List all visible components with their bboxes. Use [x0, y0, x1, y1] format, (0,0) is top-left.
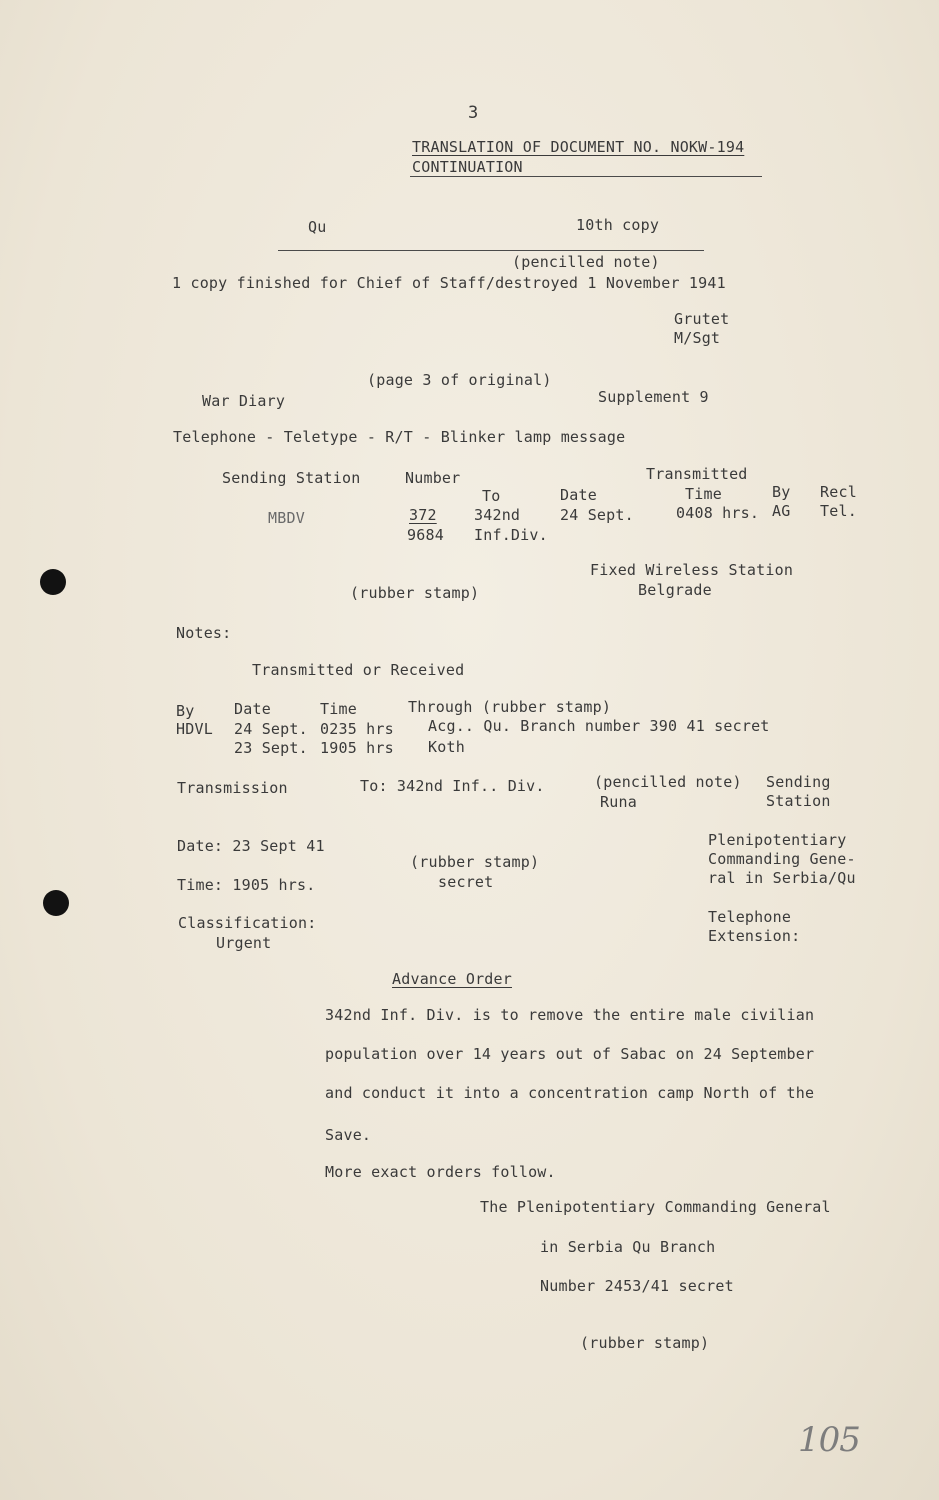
pencilled-rule	[278, 250, 704, 251]
notes-by-label: By	[176, 702, 195, 720]
header-continuation: CONTINUATION	[412, 158, 523, 176]
transmission-runa: Runa	[600, 793, 637, 811]
pleni-line2: Commanding Gene-	[708, 850, 856, 868]
to-value-2: Inf.Div.	[474, 526, 548, 544]
to-value-1: 342nd	[474, 506, 521, 524]
copy-label: 10th copy	[576, 216, 660, 234]
transmission-label: Transmission	[177, 779, 288, 797]
transmission-time: Time: 1905 hrs.	[177, 876, 316, 894]
station-value: MBDV	[268, 509, 305, 527]
page-number: 3	[468, 103, 479, 123]
time-value: 0408 hrs.	[676, 504, 760, 522]
supplement-label: Supplement 9	[598, 388, 709, 406]
signer-rank: M/Sgt	[674, 329, 721, 347]
transmission-date: Date: 23 Sept 41	[177, 837, 325, 855]
number-value-2: 9684	[407, 526, 444, 544]
classification-value: Urgent	[216, 934, 272, 952]
extension-label: Extension:	[708, 927, 801, 945]
order-line4: Save.	[325, 1126, 372, 1144]
transmission-to: To: 342nd Inf.. Div.	[360, 777, 545, 795]
transmitted-or-received: Transmitted or Received	[252, 661, 465, 679]
qu-label: Qu	[308, 218, 327, 236]
transmitted-label: Transmitted	[646, 465, 748, 483]
finished-line: 1 copy finished for Chief of Staff/destroyed 1 November 1941	[172, 274, 726, 292]
date-label: Date	[560, 486, 597, 504]
fixed-station-line1: Fixed Wireless Station	[590, 561, 794, 579]
number-label: Number	[405, 469, 461, 487]
fixed-station-line2: Belgrade	[638, 581, 712, 599]
pencilled-note: (pencilled note)	[512, 253, 660, 271]
by-value: AG	[772, 502, 791, 520]
date-value: 24 Sept.	[560, 506, 634, 524]
sending-station-2: Station	[766, 792, 831, 810]
sending-station-1: Sending	[766, 773, 831, 791]
sending-station-label: Sending Station	[222, 469, 361, 487]
time-label: Time	[685, 485, 722, 503]
message-type: Telephone - Teletype - R/T - Blinker lamp message	[173, 428, 626, 446]
punch-hole-top	[40, 569, 66, 595]
punch-hole-bottom	[43, 890, 69, 916]
signature-line2: in Serbia Qu Branch	[540, 1238, 716, 1256]
notes-through-label: Through (rubber stamp)	[408, 698, 612, 716]
notes-through-line2: Koth	[428, 738, 465, 756]
to-label: To	[482, 487, 501, 505]
order-line3: and conduct it into a concentration camp North of the	[325, 1084, 815, 1102]
transmission-pencilled-note: (pencilled note)	[594, 773, 742, 791]
notes-by-value: HDVL	[176, 720, 213, 738]
original-page-ref: (page 3 of original)	[367, 371, 552, 389]
rubber-stamp-2: (rubber stamp)	[410, 853, 540, 871]
classification-label: Classification:	[178, 914, 317, 932]
notes-time-1: 0235 hrs	[320, 720, 394, 738]
order-line1: 342nd Inf. Div. is to remove the entire male civilian	[325, 1006, 815, 1024]
number-value-1: 372	[409, 506, 437, 524]
pleni-line3: ral in Serbia/Qu	[708, 869, 856, 887]
recd-label: Recl	[820, 483, 857, 501]
by-label: By	[772, 483, 791, 501]
header-title: TRANSLATION OF DOCUMENT NO. NOKW-194	[412, 138, 745, 156]
notes-time-label: Time	[320, 700, 357, 718]
notes-time-2: 1905 hrs	[320, 739, 394, 757]
telephone-label: Telephone	[708, 908, 792, 926]
war-diary-label: War Diary	[202, 392, 286, 410]
rubber-stamp-3: (rubber stamp)	[580, 1334, 710, 1352]
notes-through-line1: Acg.. Qu. Branch number 390 41 secret	[428, 717, 770, 735]
notes-date-2: 23 Sept.	[234, 739, 308, 757]
signature-line1: The Plenipotentiary Commanding General	[480, 1198, 831, 1216]
notes-date-label: Date	[234, 700, 271, 718]
rubber-stamp-secret: secret	[438, 873, 494, 891]
notes-label: Notes:	[176, 624, 232, 642]
handwritten-page-number: 105	[798, 1420, 860, 1460]
header-rule	[410, 176, 762, 177]
order-line5: More exact orders follow.	[325, 1163, 556, 1181]
advance-order-title: Advance Order	[392, 970, 512, 988]
rubber-stamp-1: (rubber stamp)	[350, 584, 480, 602]
signer-name: Grutet	[674, 310, 730, 328]
notes-date-1: 24 Sept.	[234, 720, 308, 738]
recd-value: Tel.	[820, 502, 857, 520]
order-line2: population over 14 years out of Sabac on 24 September	[325, 1045, 815, 1063]
signature-line3: Number 2453/41 secret	[540, 1277, 734, 1295]
pleni-line1: Plenipotentiary	[708, 831, 847, 849]
